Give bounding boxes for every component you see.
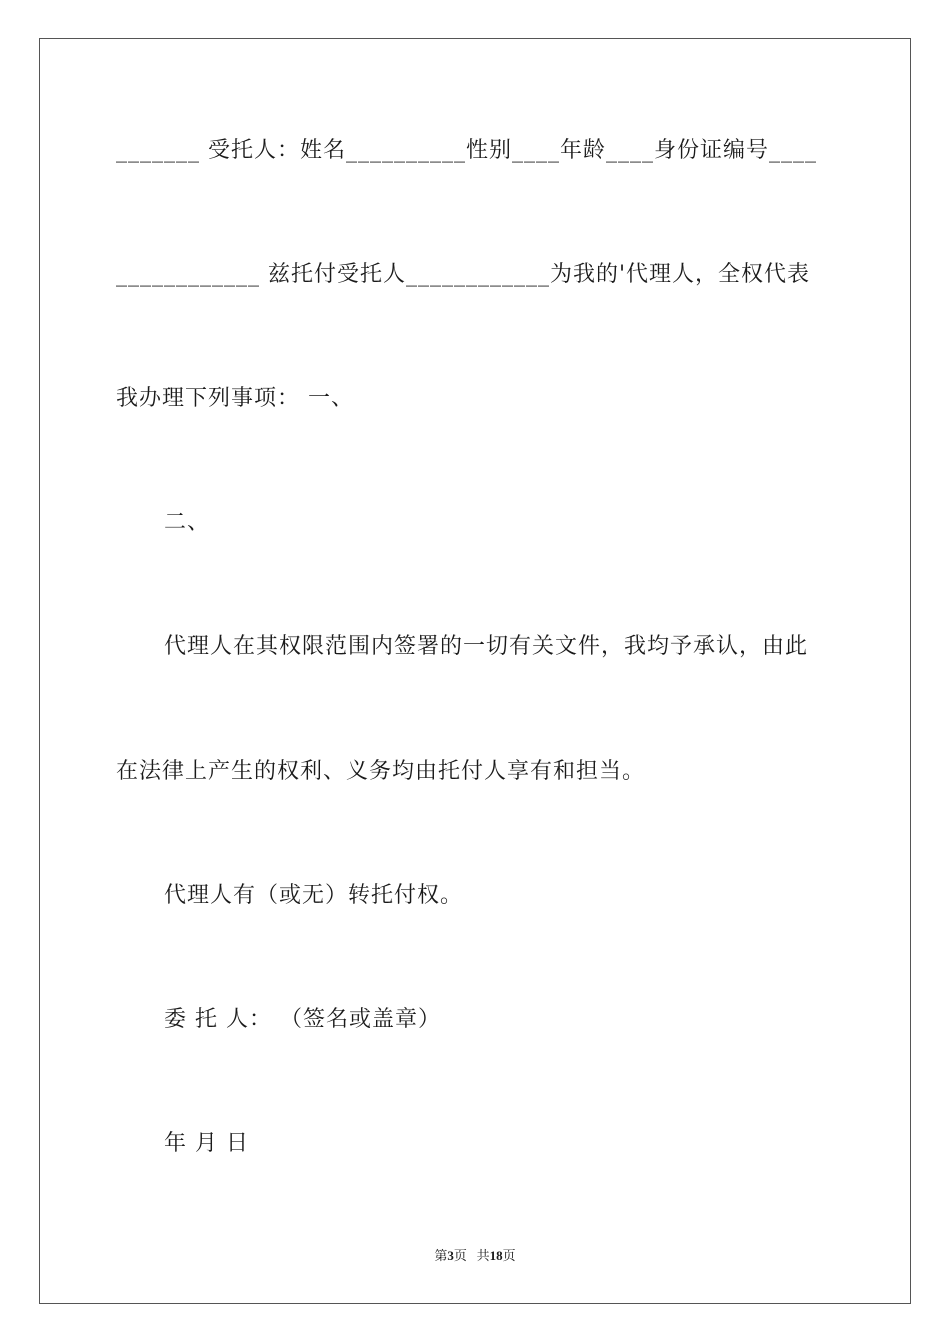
text-line-principal-signature: 委 托 人： （签名或盖章） (164, 1007, 441, 1032)
text-line-item-two: 二、 (164, 510, 211, 535)
text-line-rights: 在法律上产生的权利、义务均由托付人享有和担当。 (116, 759, 646, 784)
footer-page-suffix: 页 (453, 1248, 467, 1263)
footer-total-pages: 18 (489, 1248, 503, 1263)
footer-page-prefix: 第 (434, 1248, 448, 1263)
footer-page-number: 3 (447, 1248, 454, 1263)
text-line-date: 年 月 日 (164, 1131, 249, 1156)
text-line-matters: 我办理下列事项： 一、 (116, 386, 354, 411)
page-frame (39, 38, 911, 1304)
footer-total-suffix: 页 (502, 1248, 516, 1263)
text-line-trustee-info: _______ 受托人：姓名__________性别____年龄____身份证编号____ (116, 138, 817, 163)
text-line-entrust: ____________ 兹托付受托人____________为我的'代理人，全权代表 (116, 262, 811, 287)
page-footer (0, 1247, 950, 1265)
text-line-subdelegation: 代理人有（或无）转托付权。 (164, 883, 464, 908)
footer-total-prefix: 共 (476, 1248, 490, 1263)
text-line-scope: 代理人在其权限范围内签署的一切有关文件，我均予承认，由此 (164, 634, 809, 659)
